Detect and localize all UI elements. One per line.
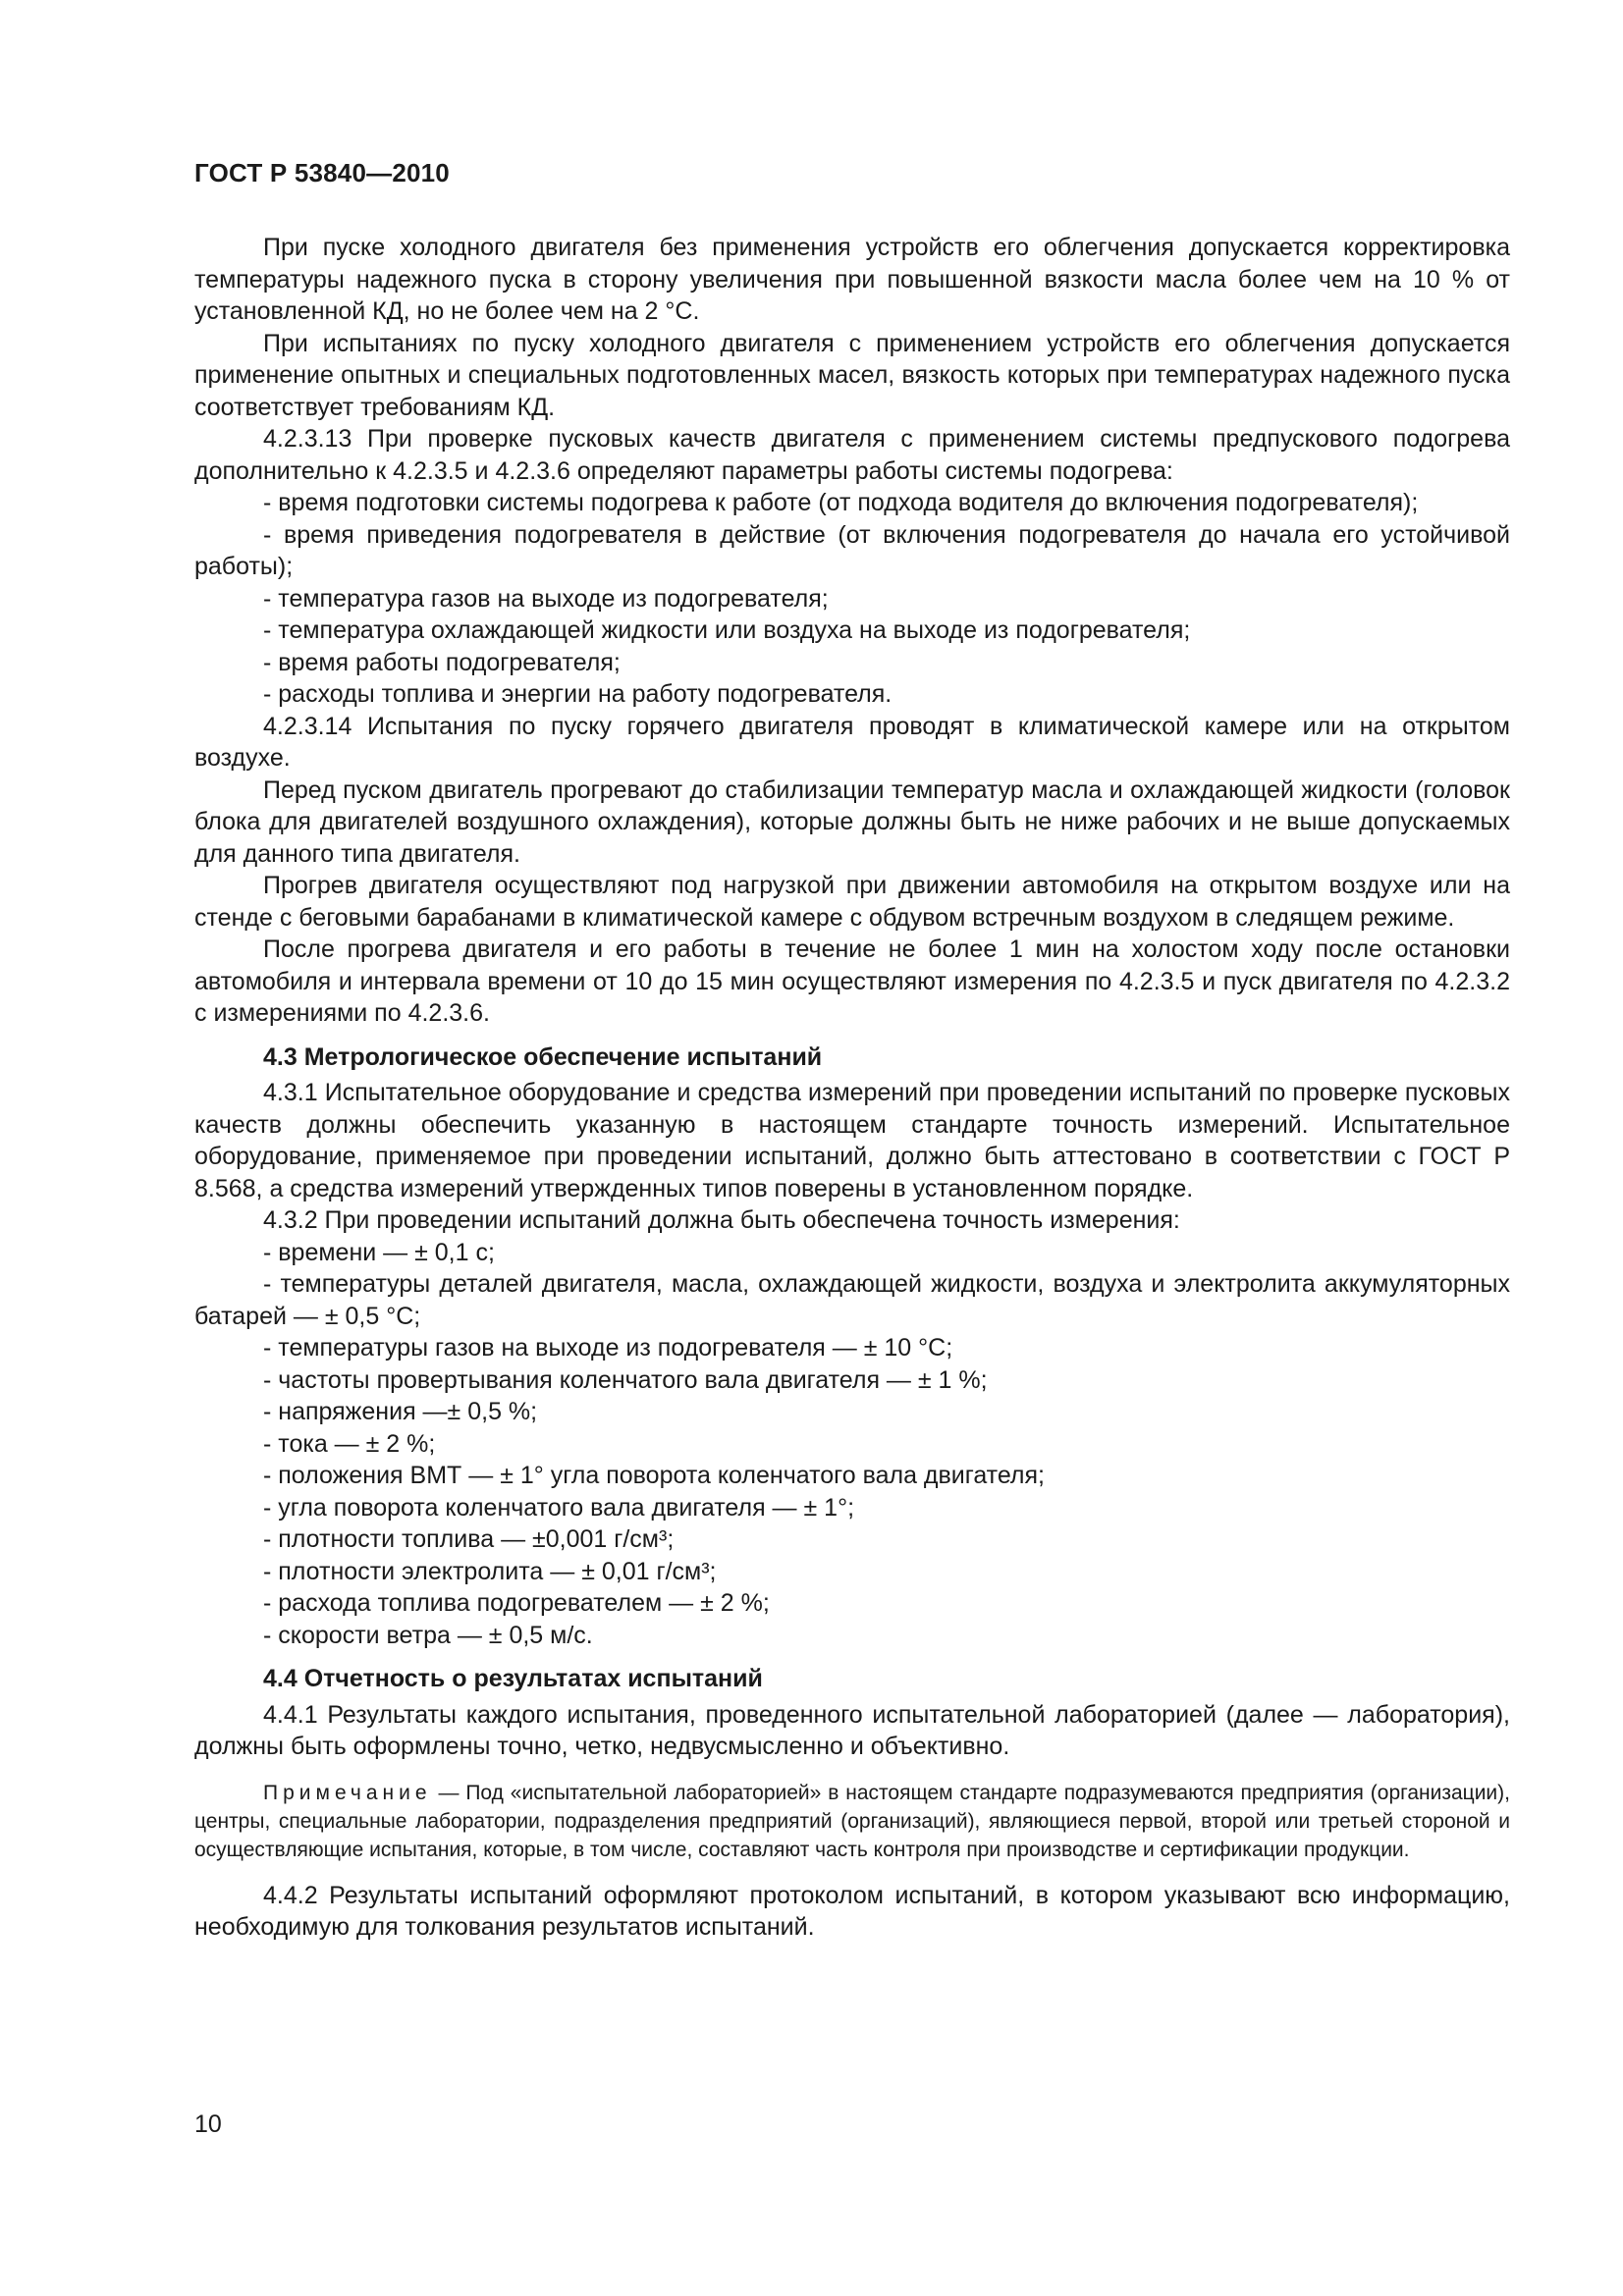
list-item: - время работы подогревателя;: [263, 648, 621, 676]
list-item: - времени — ± 0,1 с;: [263, 1238, 495, 1266]
list-item: - время приведения подогревателя в действие (от включения подогревателя до начала его устойчивой работы);: [194, 520, 1510, 580]
paragraph-4-2-3-13: 4.2.3.13 При проверке пусковых качеств двигателя с применением системы предпускового подогрева дополнительно к 4.2.3.5 и 4.2.3.6 определяют параметры работы системы подогрева:: [194, 425, 1510, 485]
paragraph-4-4-2: 4.4.2 Результаты испытаний оформляют протоколом испытаний, в котором указывают всю информацию, необходимую для толкования результатов испытаний.: [194, 1881, 1510, 1941]
list-item: - напряжения —± 0,5 %;: [263, 1398, 538, 1425]
document-page: [194, 157, 1510, 1944]
document-body: [194, 232, 1510, 1944]
list-item: - скорости ветра — ± 0,5 м/с.: [263, 1621, 593, 1649]
page-number: 10: [194, 2110, 222, 2138]
list-item: - тока — ± 2 %;: [263, 1429, 436, 1458]
list-item: - температура охлаждающей жидкости или воздуха на выходе из подогревателя;: [263, 616, 1191, 644]
list-item: - плотности топлива — ±0,001 г/см³;: [263, 1525, 675, 1553]
paragraph: При испытаниях по пуску холодного двигателя с применением устройств его облегчения допускается применение опытных и специальных подготовленных масел, вязкость которых при температурах надежного пуска соответствует требованиям КД.: [194, 329, 1510, 421]
note: [194, 1779, 1510, 1864]
paragraph-4-3-1: 4.3.1 Испытательное оборудование и средства измерений при проведении испытаний по проверке пусковых качеств должны обеспечить указанную в настоящем стандарте точность измерений. Испытательное оборудование, применяемое при проведении испытаний, должно быть аттестовано в соответствии с ГОСТ Р 8.568, а средства измерений утвержденных типов поверены в установленном порядке.: [194, 1079, 1510, 1202]
note-label: Примечание: [263, 1781, 432, 1804]
list-item: - расхода топлива подогревателем — ± 2 %;: [263, 1589, 770, 1617]
note-text: — Под «испытательной лабораторией» в настоящем стандарте подразумеваются предприятия (организации), центры, специальные лаборатории, подразделения предприятий (организаций), являющиеся первой, второй или третьей стороной и осуществляющие испытания, которые, в том числе, составляют часть контроля при производстве и сертификации продукции.: [194, 1781, 1510, 1861]
list-item: - температуры деталей двигателя, масла, охлаждающей жидкости, воздуха и электролита аккумуляторных батарей — ± 0,5 °С;: [194, 1270, 1510, 1330]
list-item: - температуры газов на выходе из подогревателя — ± 10 °С;: [263, 1334, 953, 1362]
paragraph: Перед пуском двигатель прогревают до стабилизации температур масла и охлаждающей жидкости (головок блока для двигателей воздушного охлаждения), которые должны быть не ниже рабочих и не выше допускаемых для данного типа двигателя.: [194, 775, 1510, 868]
paragraph: После прогрева двигателя и его работы в течение не более 1 мин на холостом ходу после остановки автомобиля и интервала времени от 10 до 15 мин осуществляют измерения по 4.2.3.5 и пуск двигателя по 4.2.3.2 с измерениями по 4.2.3.6.: [194, 935, 1510, 1027]
paragraph-4-4-1: 4.4.1 Результаты каждого испытания, проведенного испытательной лабораторией (далее — лаборатория), должны быть оформлены точно, четко, недвусмысленно и объективно.: [194, 1700, 1510, 1760]
list-item: - температура газов на выходе из подогревателя;: [263, 584, 829, 613]
paragraph: При пуске холодного двигателя без применения устройств его облегчения допускается корректировка температуры надежного пуска в сторону увеличения при повышенной вязкости масла более чем на 10 % от установленной КД, но не более чем на 2 °С.: [194, 234, 1510, 325]
list-item: - частоты провертывания коленчатого вала двигателя — ± 1 %;: [263, 1365, 988, 1394]
list-item: - угла поворота коленчатого вала двигателя — ± 1°;: [263, 1493, 855, 1522]
list-item: - время подготовки системы подогрева к работе (от подхода водителя до включения подогревателя);: [263, 489, 1419, 516]
paragraph-4-2-3-14: 4.2.3.14 Испытания по пуску горячего двигателя проводят в климатической камере или на открытом воздухе.: [194, 712, 1510, 772]
list-item: - расходы топлива и энергии на работу подогревателя.: [263, 680, 893, 708]
list-item: - положения ВМТ — ± 1° угла поворота коленчатого вала двигателя;: [263, 1462, 1045, 1489]
list-item: - плотности электролита — ± 0,01 г/см³;: [263, 1557, 717, 1585]
section-heading-4-3: 4.3 Метрологическое обеспечение испытаний: [263, 1042, 823, 1071]
paragraph-4-3-2: 4.3.2 При проведении испытаний должна быть обеспечена точность измерения:: [263, 1206, 1180, 1234]
section-heading-4-4: 4.4 Отчетность о результатах испытаний: [263, 1665, 763, 1692]
document-code-header: ГОСТ Р 53840—2010: [194, 158, 450, 187]
paragraph: Прогрев двигателя осуществляют под нагрузкой при движении автомобиля на открытом воздухе или на стенде с беговыми барабанами в климатической камере с обдувом встречным воздухом в следящем режиме.: [194, 872, 1510, 932]
